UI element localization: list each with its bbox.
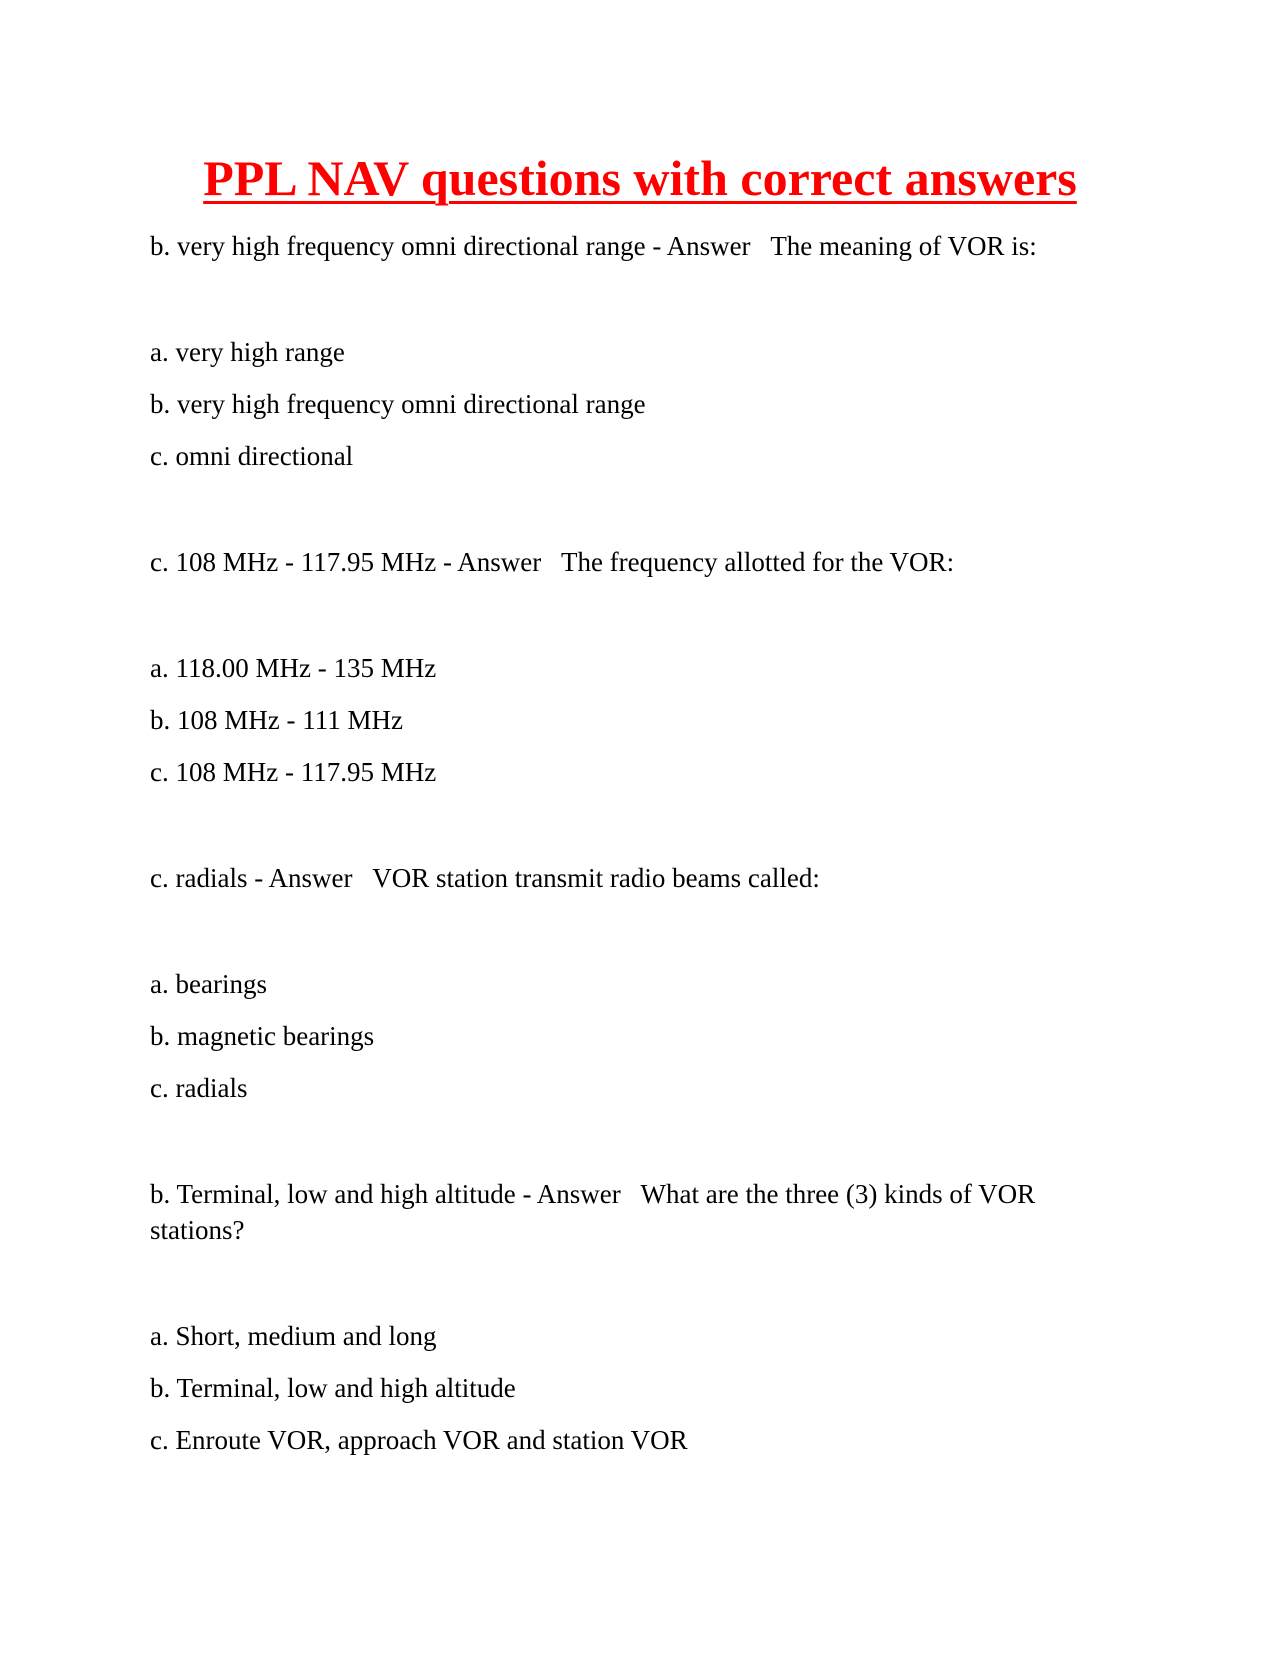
- option-b: b. 108 MHz - 111 MHz: [150, 705, 403, 735]
- question-answer-line: c. 108 MHz - 117.95 MHz - Answer The frequency allotted for the VOR:: [150, 547, 955, 577]
- option-c: c. 108 MHz - 117.95 MHz: [150, 757, 437, 787]
- question-answer-line: c. radials - Answer VOR station transmit radio beams called:: [150, 863, 820, 893]
- option-c: c. radials: [150, 1073, 248, 1103]
- question-answer-line: b. very high frequency omni directional range - Answer The meaning of VOR is:: [150, 231, 1037, 261]
- option-a: a. very high range: [150, 337, 345, 367]
- option-b: b. Terminal, low and high altitude: [150, 1373, 516, 1403]
- option-c: c. omni directional: [150, 441, 354, 471]
- document-title: PPL NAV questions with correct answers: [203, 150, 1077, 206]
- question-answer-line: b. Terminal, low and high altitude - Answer What are the three (3) kinds of VOR stations?: [150, 1179, 1042, 1245]
- option-a: a. 118.00 MHz - 135 MHz: [150, 653, 437, 683]
- option-a: a. bearings: [150, 969, 267, 999]
- option-a: a. Short, medium and long: [150, 1321, 437, 1351]
- option-b: b. magnetic bearings: [150, 1021, 375, 1051]
- option-b: b. very high frequency omni directional range: [150, 389, 646, 419]
- option-c: c. Enroute VOR, approach VOR and station VOR: [150, 1425, 688, 1455]
